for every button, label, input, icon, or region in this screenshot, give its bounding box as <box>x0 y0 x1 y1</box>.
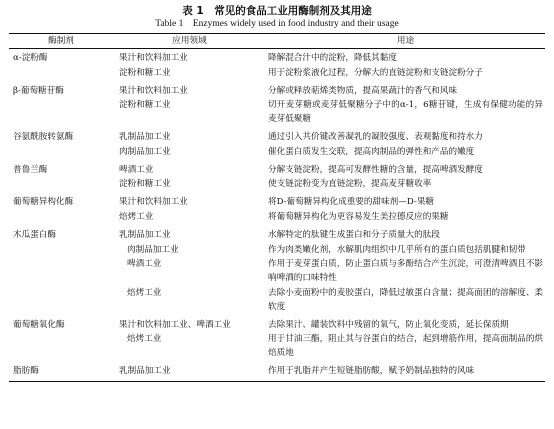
cell-enzyme <box>9 210 113 225</box>
cell-enzyme <box>9 257 113 286</box>
table-row <box>9 49 545 66</box>
cell-use: 作用于麦芽蛋白质，防止蛋白质与多酚结合产生沉淀，可澄清啤酒且不影响啤酒的口味特性 <box>268 259 544 284</box>
cell-enzyme <box>9 66 113 81</box>
cell-use: 将葡萄糖异构化为更容易发生美拉德反应的果糖 <box>268 211 449 222</box>
cell-enzyme <box>9 177 113 192</box>
cell-use: 降解混合汁中的淀粉，降低其黏度 <box>268 53 397 63</box>
cell-use: 通过引入共价键改善凝乳的凝胶强度、表观黏度和持水力 <box>268 131 483 142</box>
cell-field: 果汁和饮料加工业 <box>119 197 188 208</box>
cell-enzyme <box>9 145 113 160</box>
cell-enzyme: 葡萄糖氧化酶 <box>13 319 65 330</box>
table-row <box>9 243 545 258</box>
cell-enzyme <box>9 243 113 258</box>
cell-use: 用于淀粉浆液化过程，分解大的直链淀粉和支链淀粉分子 <box>268 67 483 78</box>
cell-field: 焙烤工业 <box>119 211 154 222</box>
cell-use: 去除果汁、罐装饮料中残留的氧气，防止氧化变质，延长保质期 <box>268 319 509 330</box>
cell-enzyme <box>9 332 113 361</box>
cell-field: 果汁和饮料加工业 <box>119 53 188 63</box>
cell-enzyme: 普鲁兰酶 <box>13 164 48 175</box>
table-row <box>9 192 545 210</box>
table-row <box>9 286 545 315</box>
cell-field: 淀粉和糖工业 <box>119 67 171 78</box>
cell-enzyme: β-葡萄糖苷酶 <box>13 85 64 96</box>
cell-field: 果汁和饮料加工业、啤酒工业 <box>119 319 231 330</box>
cell-enzyme: 脂肪酶 <box>9 361 113 381</box>
header-field: 应用领域 <box>113 34 266 49</box>
cell-field: 焙烤工业 <box>127 287 162 298</box>
cell-use: 使支链淀粉变为直链淀粉，提高麦芽糖收率 <box>268 179 432 190</box>
cell-field: 果汁和饮料加工业 <box>119 85 188 96</box>
cell-enzyme <box>9 286 113 315</box>
table-body <box>9 49 545 382</box>
table-row <box>9 225 545 243</box>
enzyme-table <box>9 33 545 382</box>
cell-use: 水解特定的肽键生成蛋白和分子质量大的肽段 <box>268 229 440 240</box>
cell-use: 分解支链淀粉，提高可发酵性糖的含量，提高啤酒发酵度 <box>268 164 483 175</box>
cell-use: 作为肉类嫩化剂，水解肌肉组织中几乎所有的蛋白质包括肌腱和韧带 <box>268 244 526 255</box>
cell-field: 乳制品加工业 <box>119 131 171 142</box>
cell-field: 乳制品加工业 <box>113 361 266 381</box>
table-row <box>9 81 545 99</box>
table-row <box>9 145 545 160</box>
cell-field: 肉制品加工业 <box>119 146 171 157</box>
table-row <box>9 315 545 333</box>
table-row <box>9 361 545 381</box>
cell-field: 啤酒工业 <box>119 164 154 175</box>
cell-use: 切开麦芽糖或麦芽低聚糖分子中的α-1，6糖苷键，生成有保健功能的异麦芽低聚糖 <box>268 100 543 125</box>
cell-use: 催化蛋白质发生交联，提高肉制品的弹性和产品的嫩度 <box>268 146 475 157</box>
table-row <box>9 177 545 192</box>
cell-field: 啤酒工业 <box>127 259 162 270</box>
table-row <box>9 210 545 225</box>
cell-use: 用于甘油三酯，阻止其与谷蛋白的结合，起到增筋作用，提高面制品的烘焙质地 <box>268 334 544 359</box>
cell-use: 作用于乳脂并产生短链脂肪酸，赋予奶制品独特的风味 <box>266 361 545 381</box>
cell-field: 淀粉和糖工业 <box>119 100 171 111</box>
cell-use: 去除小麦面粉中的麦胶蛋白，降低过敏蛋白含量；提高面团的溶解度、柔软度 <box>268 287 544 312</box>
cell-enzyme: 木瓜蛋白酶 <box>13 229 56 240</box>
table-row <box>9 257 545 286</box>
table-header-row <box>9 34 545 49</box>
table-row <box>9 127 545 145</box>
cell-enzyme: α-淀粉酶 <box>13 53 48 63</box>
table-row <box>9 98 545 127</box>
cell-field: 肉制品加工业 <box>127 244 179 255</box>
cell-enzyme <box>9 98 113 127</box>
header-use: 用途 <box>266 34 545 49</box>
header-enzyme: 酶制剂 <box>9 34 113 49</box>
cell-field: 淀粉和糖工业 <box>119 179 171 190</box>
table-row <box>9 332 545 361</box>
table-row <box>9 160 545 178</box>
cell-use: 将D-葡萄糖异构化成重要的甜味剂—D-果糖 <box>268 197 435 208</box>
cell-field: 焙烤工业 <box>127 334 162 345</box>
cell-enzyme: 谷氨酰胺转氨酶 <box>13 131 74 142</box>
table-caption-cn: 表 1 常见的食品工业用酶制剂及其用途 <box>182 5 372 17</box>
cell-enzyme: 葡萄糖异构化酶 <box>13 197 74 208</box>
cell-field: 乳制品加工业 <box>119 229 171 240</box>
table-row <box>9 66 545 81</box>
table-caption-en: Table 1 Enzymes widely used in food industry and their usage <box>155 19 399 29</box>
cell-use: 分解或释放萜烯类物质，提高果蔬汁的香气和风味 <box>268 85 458 96</box>
